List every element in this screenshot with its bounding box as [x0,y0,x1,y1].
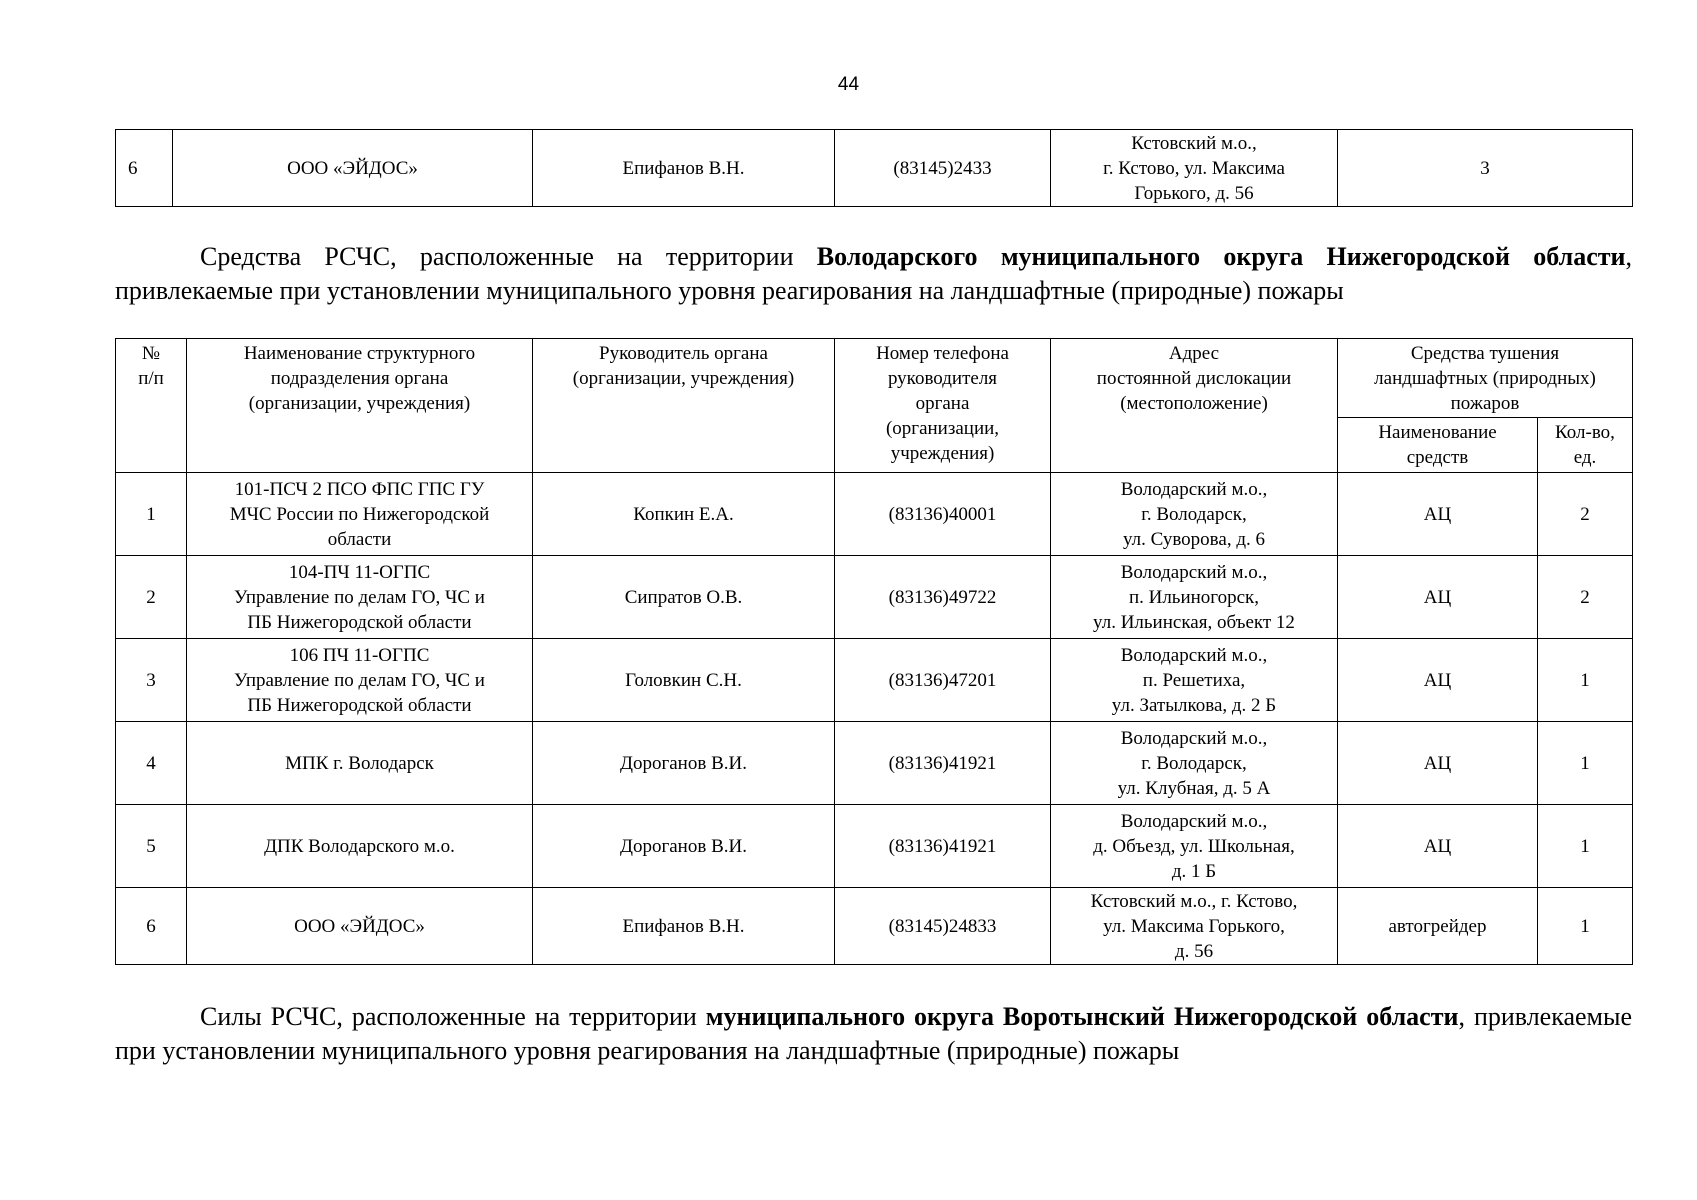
page-number: 44 [837,74,860,95]
means-count: 1 [1538,888,1633,965]
unit-name [187,473,533,556]
text-line: Адрес [1168,343,1220,364]
text-line: Володарский м.о., [1120,810,1268,832]
text-line: ул. Ильинская, объект 12 [1093,611,1295,633]
table-header-row [116,339,1633,418]
text-line: (организации, учреждения) [248,393,471,414]
text-line: п/п [138,368,164,389]
means-count: 1 [1538,639,1633,722]
text-line: д. 56 [1174,940,1214,962]
text-line: 104-ПЧ 11-ОГПС [288,561,431,583]
means-count: 1 [1538,805,1633,888]
section-heading-vorotynsky [115,1000,1632,1068]
means-count: 1 [1538,722,1633,805]
forces-table [115,338,1633,965]
text-line: Управление по делам ГО, ЧС и [234,586,485,608]
table-row [116,556,1633,639]
row-number: 6 [116,130,173,207]
text-line: ед. [1573,447,1597,468]
text-line: г. Володарск, [1141,503,1247,525]
head-name: Копкин Е.А. [533,473,835,556]
text-line: д. Объезд, ул. Школьная, [1093,835,1295,857]
text-line: Володарский м.о., [1120,478,1268,500]
text-line: средств [1406,447,1469,468]
text-line: Кстовский м.о., г. Кстово, [1090,890,1298,912]
unit-name: ООО «ЭЙДОС» [173,130,533,207]
text-line: Володарский м.о., [1120,644,1268,666]
row-number: 1 [116,473,187,556]
text-line: органа [915,393,970,414]
phone-number: (83136)49722 [835,556,1051,639]
address [1051,805,1338,888]
table-body [116,473,1633,965]
text-line: г. Володарск, [1141,752,1247,774]
phone-number: (83145)24833 [835,888,1051,965]
heading-prefix: Силы РСЧС, расположенные на территории [200,1002,706,1031]
text-line: постоянной дислокации [1096,368,1292,389]
head-name: Головкин С.Н. [533,639,835,722]
text-line: ПБ Нижегородской области [247,694,472,716]
text-line: ул. Максима Горького, [1103,915,1285,937]
row-number: 4 [116,722,187,805]
text-line: п. Решетиха, [1142,669,1246,691]
text-line: ДПК Володарского м.о. [264,835,455,857]
header-means-name [1338,418,1538,473]
header-address [1051,339,1338,473]
means-count: 2 [1538,473,1633,556]
phone-number: (83136)47201 [835,639,1051,722]
address [1051,888,1338,965]
text-line: ул. Суворова, д. 6 [1122,528,1265,550]
text-line: д. 1 Б [1171,860,1217,882]
address [1051,722,1338,805]
row-number: 6 [116,888,187,965]
header-means-count [1538,418,1633,473]
table-row [116,473,1633,556]
text-line: 106 ПЧ 11-ОГПС [289,644,430,666]
header-means [1338,339,1633,418]
means-name: АЦ [1338,805,1538,888]
text-line: области [327,528,392,550]
means-count: 2 [1538,556,1633,639]
unit-name [187,722,533,805]
text-line: Номер телефона [876,343,1009,364]
unit-name [187,805,533,888]
text-line: № [141,343,161,364]
text-line: ул. Клубная, д. 5 А [1117,777,1271,799]
count: 3 [1338,130,1633,207]
head-name: Сипратов О.В. [533,556,835,639]
heading-prefix: Средства РСЧС, расположенные на территории [200,242,817,271]
text-line: Наименование структурного [243,343,476,364]
text-line: (организации, учреждения) [572,368,795,389]
address [1051,130,1338,207]
means-name: АЦ [1338,473,1538,556]
row-number: 2 [116,556,187,639]
table-row [116,722,1633,805]
text-line: (местоположение) [1120,393,1268,414]
phone-number: (83145)2433 [835,130,1051,207]
header-phone [835,339,1051,473]
text-line: Средства тушения [1410,343,1560,364]
means-name: АЦ [1338,556,1538,639]
head-name: Дороганов В.И. [533,805,835,888]
text-line: ландшафтных (природных) [1374,368,1596,389]
text-line: Кол-во, [1555,422,1615,443]
row-number: 3 [116,639,187,722]
phone-number: (83136)41921 [835,722,1051,805]
address [1051,473,1338,556]
continuation-table [115,129,1633,207]
means-name: автогрейдер [1338,888,1538,965]
heading-bold: муниципального округа Воротынский Нижегородской области [705,1002,1459,1031]
text-line: Володарский м.о., [1120,727,1268,749]
table-row [116,888,1633,965]
address [1051,639,1338,722]
text-line: г. Кстово, ул. Максима [1103,157,1285,179]
text-line: Наименование [1378,422,1497,443]
text-line: учреждения) [890,443,995,464]
text-line: подразделения органа [270,368,449,389]
head-name: Епифанов В.Н. [533,130,835,207]
address [1051,556,1338,639]
text-line: п. Ильиногорск, [1128,586,1260,608]
text-line: ПБ Нижегородской области [247,611,472,633]
text-line: Кстовский м.о., [1131,132,1257,154]
text-line: МЧС России по Нижегородской [229,503,490,525]
row-number: 5 [116,805,187,888]
table-row [116,639,1633,722]
unit-name [187,556,533,639]
heading-bold: Володарского муниципального округа Нижегородской области [816,242,1626,271]
unit-name [187,888,533,965]
text-line: МПК г. Володарск [285,752,434,774]
head-name: Дороганов В.И. [533,722,835,805]
text-line: 101-ПСЧ 2 ПСО ФПС ГПС ГУ [234,478,485,500]
table-row [116,805,1633,888]
unit-name [187,639,533,722]
text-line: Горького, д. 56 [1134,182,1254,204]
header-name [187,339,533,473]
header-num [116,339,187,473]
table-row [116,130,1633,207]
heading-suffix: , привлекаемые при установлении муниципального уровня реагирования на ландшафтные (природные) пожары [115,242,1632,305]
heading-suffix: , привлекаемые при установлении муниципального уровня реагирования на ландшафтные (природные) пожары [115,1002,1632,1065]
means-name: АЦ [1338,722,1538,805]
text-line: ООО «ЭЙДОС» [294,915,425,937]
text-line: Володарский м.о., [1120,561,1268,583]
text-line: ул. Затылкова, д. 2 Б [1111,694,1277,716]
text-line: руководителя [887,368,998,389]
text-line: пожаров [1450,393,1520,414]
text-line: Руководитель органа [599,343,768,364]
phone-number: (83136)40001 [835,473,1051,556]
text-line: Управление по делам ГО, ЧС и [234,669,485,691]
phone-number: (83136)41921 [835,805,1051,888]
header-head [533,339,835,473]
means-name: АЦ [1338,639,1538,722]
section-heading-volodarsky [115,240,1632,308]
text-line: (организации, [885,418,1000,439]
head-name: Епифанов В.Н. [533,888,835,965]
